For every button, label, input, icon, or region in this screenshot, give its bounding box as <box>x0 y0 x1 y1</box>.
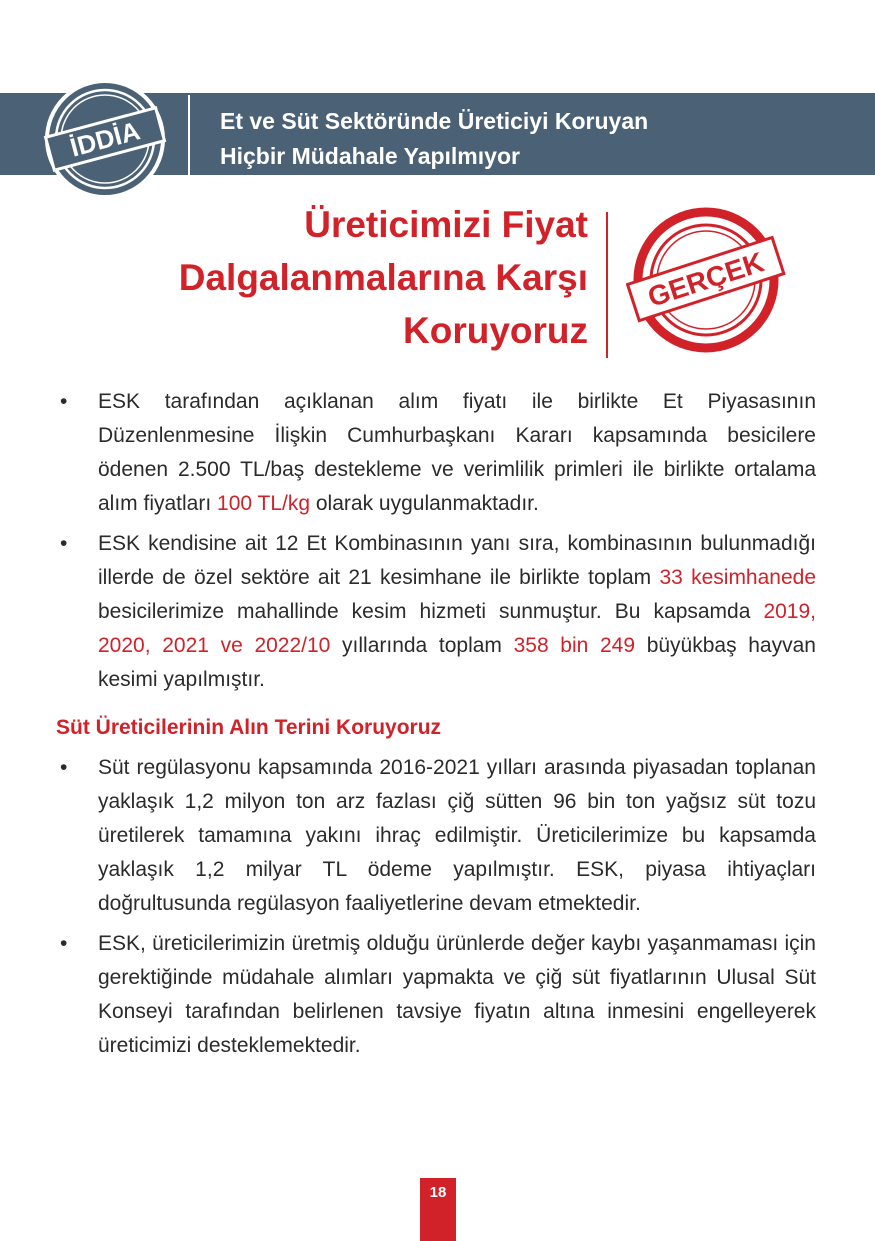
highlight-value: 33 kesimhanede <box>659 566 817 589</box>
highlight-value: 2019, 2020, 2021 ve 2022/10 <box>98 600 816 657</box>
list-item: • ESK kendisine ait 12 Et Kombinasının yanı sıra, kombinasının bulunmadığı illerde de özel sektöre ait 21 kesimhane ile birlikte toplam 33 kesimhanede besicilerimize mahallinde kesim hizmeti sunmuştur. Bu kapsamda 2019, 2020, 2021 ve 2022/10 yıllarında toplam 358 bin 249 büyükbaş hayvan kesimi yapılmıştır. <box>56 527 816 697</box>
headline <box>140 198 588 357</box>
list-item: • Süt regülasyonu kapsamında 2016-2021 yılları arasında piyasadan toplanan yaklaşık 1,2 milyon ton arz fazlası çiğ sütten 96 bin ton yağsız süt tozu üretilerek tamamına yakını ihraç edilmiştir. Üreticilerimize bu kapsamda yaklaşık 1,2 milyar TL ödeme yapılmıştır. ESK, piyasa ihtiyaçları doğrultusunda regülasyon faaliyetlerine devam etmektedir. <box>56 751 816 921</box>
banner-title-line1: Et ve Süt Sektöründe Üreticiyi Koruyan <box>220 108 649 134</box>
highlight-value: 358 bin 249 <box>513 634 636 657</box>
truth-stamp-text: GERÇEK <box>644 246 768 313</box>
headline-line2: Dalgalanmalarına Karşı <box>178 257 588 298</box>
headline-line1: Üreticimizi Fiyat <box>304 204 588 245</box>
banner-title-line2: Hiçbir Müdahale Yapılmıyor <box>220 143 520 169</box>
headline-line3: Koruyoruz <box>403 310 588 351</box>
list-item: • ESK tarafından açıklanan alım fiyatı ile birlikte Et Piyasasının Düzenlenmesine İlişkin Cumhurbaşkanı Kararı kapsamında besicilere ödenen 2.500 TL/baş destekleme ve verimlilik primleri ile birlikte ortalama alım fiyatları 100 TL/kg olarak uygulanmaktadır. <box>56 385 816 521</box>
highlight-value: 100 TL/kg <box>217 492 311 515</box>
body-content <box>56 385 816 1069</box>
claim-stamp-icon <box>40 74 170 204</box>
list-item: • ESK, üreticilerimizin üretmiş olduğu ürünlerde değer kaybı yaşanmaması için gerektiğinde müdahale alımları yapmakta ve çiğ süt fiyatlarının Ulusal Süt Konseyi tarafından belirlenen tavsiye fiyatın altına inmesini engelleyerek üreticimizi desteklemektedir. <box>56 927 816 1063</box>
headline-divider <box>606 212 608 358</box>
truth-stamp-icon <box>626 200 786 360</box>
banner-divider <box>188 95 190 175</box>
section-heading: Süt Üreticilerinin Alın Terini Koruyoruz <box>56 716 442 739</box>
claim-stamp-text: İDDİA <box>66 115 144 163</box>
page-number: 18 <box>429 1184 447 1201</box>
banner-title <box>220 104 840 174</box>
